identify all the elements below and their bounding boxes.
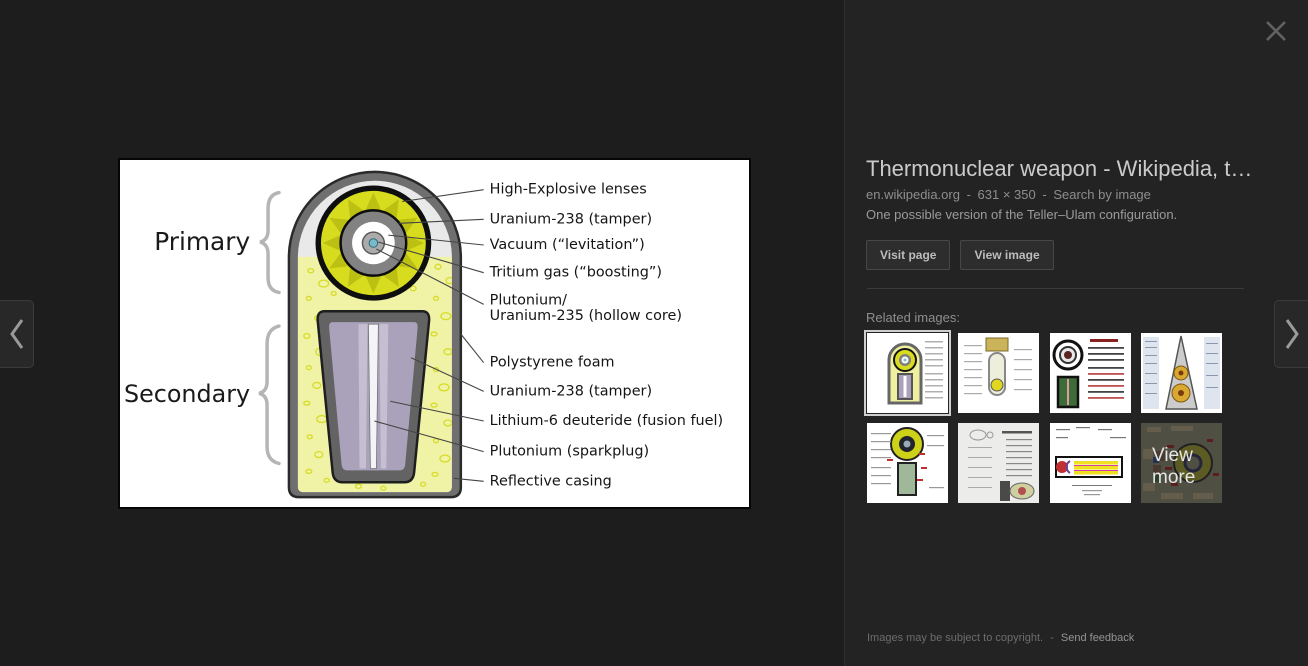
- diagram-label: High-Explosive lenses: [489, 181, 647, 198]
- diagram-label: Polystyrene foam: [489, 354, 615, 371]
- diagram-label: Plutonium (sparkplug): [489, 443, 650, 460]
- send-feedback-link[interactable]: Send feedback: [1060, 632, 1135, 644]
- related-thumbnail-3[interactable]: [1050, 333, 1131, 413]
- chevron-left-icon: [7, 315, 27, 353]
- thumbnail-diagram-icon: [1050, 333, 1131, 413]
- secondary-section-label: Secondary: [123, 379, 251, 408]
- source-site: en.wikipedia.org: [866, 187, 960, 202]
- main-image[interactable]: [118, 158, 751, 509]
- secondary-assembly: [318, 311, 430, 482]
- related-thumbnail-5[interactable]: [867, 423, 948, 503]
- view-more-overlay[interactable]: [1141, 423, 1222, 503]
- weapon-diagram: [120, 160, 749, 507]
- view-more-label: View more: [1152, 445, 1196, 488]
- copyright-notice: Images may be subject to copyright.: [867, 632, 1044, 644]
- next-image-button[interactable]: [1274, 300, 1308, 368]
- diagram-label: Uranium-235 (hollow core): [489, 308, 682, 325]
- related-thumbnail-6[interactable]: [958, 423, 1039, 503]
- previous-image-button[interactable]: [0, 300, 34, 368]
- thumbnail-diagram-icon: [958, 333, 1039, 413]
- diagram-label: Uranium-238 (tamper): [489, 383, 653, 400]
- thumbnail-diagram-icon: [958, 423, 1039, 503]
- divider: [867, 288, 1244, 289]
- related-thumbnail-1[interactable]: [867, 333, 948, 413]
- related-images-grid: [867, 333, 1279, 505]
- diagram-label: Lithium-6 deuteride (fusion fuel): [489, 413, 724, 429]
- meta-line: [866, 187, 1151, 202]
- meta-separator: -: [1042, 187, 1047, 202]
- close-button[interactable]: [1262, 18, 1290, 46]
- diagram-label: Reflective casing: [489, 473, 612, 490]
- diagram-label: Uranium-238 (tamper): [489, 211, 653, 228]
- meta-separator: -: [966, 187, 971, 202]
- related-thumbnail-4[interactable]: [1141, 333, 1222, 413]
- related-thumbnail-8[interactable]: [1141, 423, 1222, 503]
- panel-footer: [867, 632, 1134, 644]
- diagram-label: Vacuum (“levitation”): [489, 237, 645, 253]
- related-thumbnail-7[interactable]: [1050, 423, 1131, 503]
- footer-separator: -: [1050, 632, 1054, 644]
- close-icon: [1263, 18, 1289, 44]
- chevron-right-icon: [1282, 315, 1302, 353]
- plutonium-sparkplug: [368, 324, 378, 468]
- detail-panel: [844, 0, 1308, 666]
- primary-assembly: [318, 188, 428, 298]
- primary-section-label: Primary: [154, 227, 251, 257]
- related-images-label: Related images:: [866, 310, 960, 325]
- action-buttons: [866, 240, 1054, 270]
- tritium-core: [369, 239, 378, 248]
- visit-page-button[interactable]: Visit page: [866, 240, 950, 270]
- page-title: Thermonuclear weapon - Wikipedia, t…: [866, 156, 1253, 181]
- thumbnail-diagram-icon: [1050, 423, 1131, 503]
- image-description: One possible version of the Teller–Ulam configuration.: [866, 207, 1178, 222]
- thumbnail-diagram-icon: [867, 333, 948, 413]
- search-by-image-link[interactable]: Search by image: [1053, 187, 1151, 202]
- diagram-label: Plutonium/: [489, 292, 568, 309]
- view-image-button[interactable]: View image: [960, 240, 1053, 270]
- diagram-label: Tritium gas (“boosting”): [489, 264, 662, 281]
- thumbnail-diagram-icon: [1141, 333, 1222, 413]
- image-dimensions: 631 × 350: [977, 187, 1036, 202]
- thumbnail-diagram-icon: [867, 423, 948, 503]
- section-braces: [259, 193, 279, 464]
- related-thumbnail-2[interactable]: [958, 333, 1039, 413]
